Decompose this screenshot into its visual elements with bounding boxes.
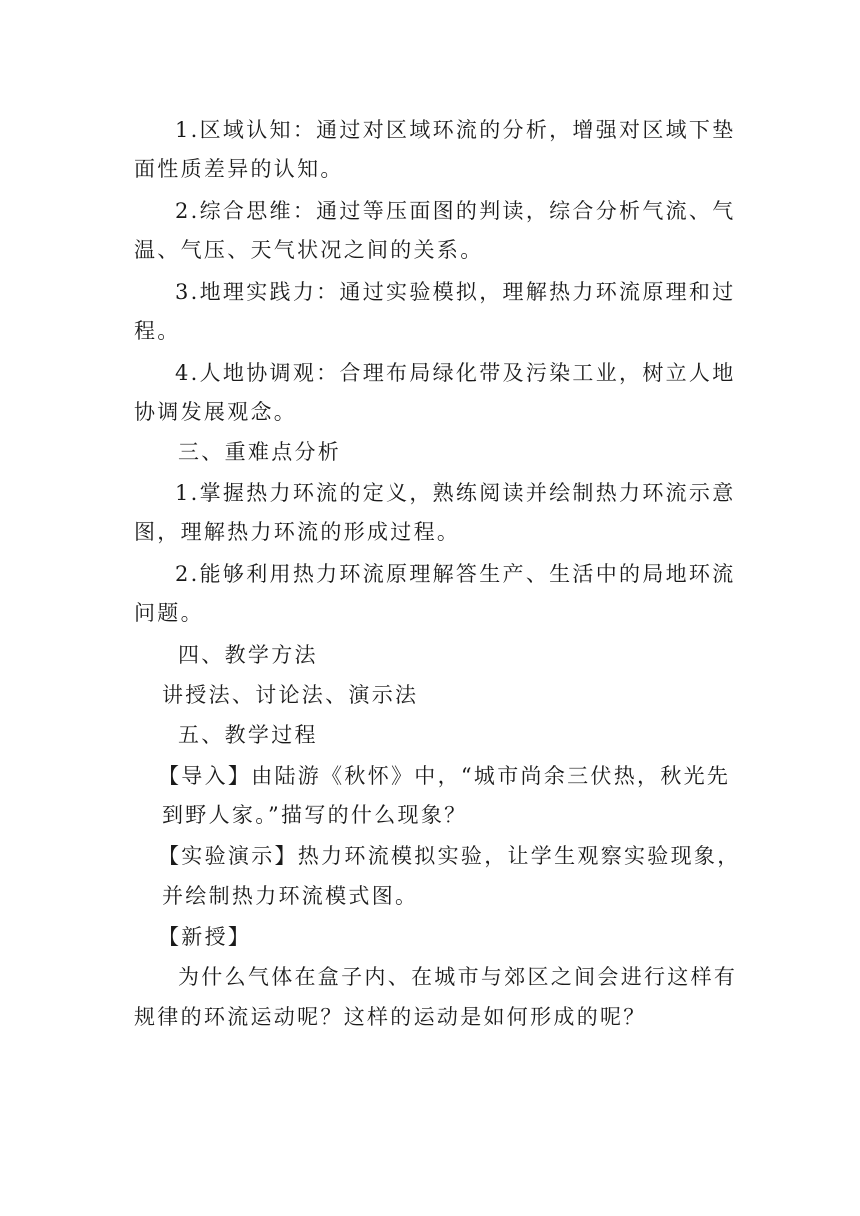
new-lesson-label: 【新授】 bbox=[158, 925, 252, 949]
objective-3-line-1: 3.地理实践力：通过实验模拟，理解热力环流原理和过 bbox=[175, 280, 736, 304]
objective-2-line-1: 2.综合思维：通过等压面图的判读，综合分析气流、气 bbox=[175, 199, 736, 223]
key-points-heading: 三、重难点分析 bbox=[178, 440, 342, 464]
intro-line-1: 【导入】由陆游《秋怀》中，“城市尚余三伏热，秋光先 bbox=[158, 764, 731, 788]
key-point-1-line-2: 图，理解热力环流的形成过程。 bbox=[134, 520, 461, 544]
objective-4-line-2: 协调发展观念。 bbox=[134, 400, 298, 424]
key-point-2-line-2: 问题。 bbox=[134, 601, 204, 625]
key-point-2-line-1: 2.能够利用热力环流原理解答生产、生活中的局地环流 bbox=[175, 562, 736, 586]
demo-line-2: 并绘制热力环流模式图。 bbox=[162, 884, 419, 908]
new-lesson-line-1: 为什么气体在盒子内、在城市与郊区之间会进行这样有 bbox=[178, 965, 738, 989]
objective-1-line-1: 1.区域认知：通过对区域环流的分析，增强对区域下垫 bbox=[175, 118, 736, 142]
demo-line-1: 【实验演示】热力环流模拟实验，让学生观察实验现象， bbox=[158, 844, 741, 868]
objective-2-line-2: 温、气压、天气状况之间的关系。 bbox=[134, 238, 484, 262]
objective-1-line-2: 面性质差异的认知。 bbox=[134, 157, 344, 181]
key-point-1-line-1: 1.掌握热力环流的定义，熟练阅读并绘制热力环流示意 bbox=[175, 481, 736, 505]
methods-content: 讲授法、讨论法、演示法 bbox=[162, 683, 419, 707]
objective-3-line-2: 程。 bbox=[134, 319, 181, 343]
process-heading: 五、教学过程 bbox=[178, 723, 318, 747]
objective-4-line-1: 4.人地协调观：合理布局绿化带及污染工业，树立人地 bbox=[175, 361, 736, 385]
intro-line-2: 到野人家。”描写的什么现象？ bbox=[162, 803, 468, 827]
new-lesson-line-2: 规律的环流运动呢？这样的运动是如何形成的呢？ bbox=[134, 1005, 647, 1029]
methods-heading: 四、教学方法 bbox=[178, 643, 318, 667]
